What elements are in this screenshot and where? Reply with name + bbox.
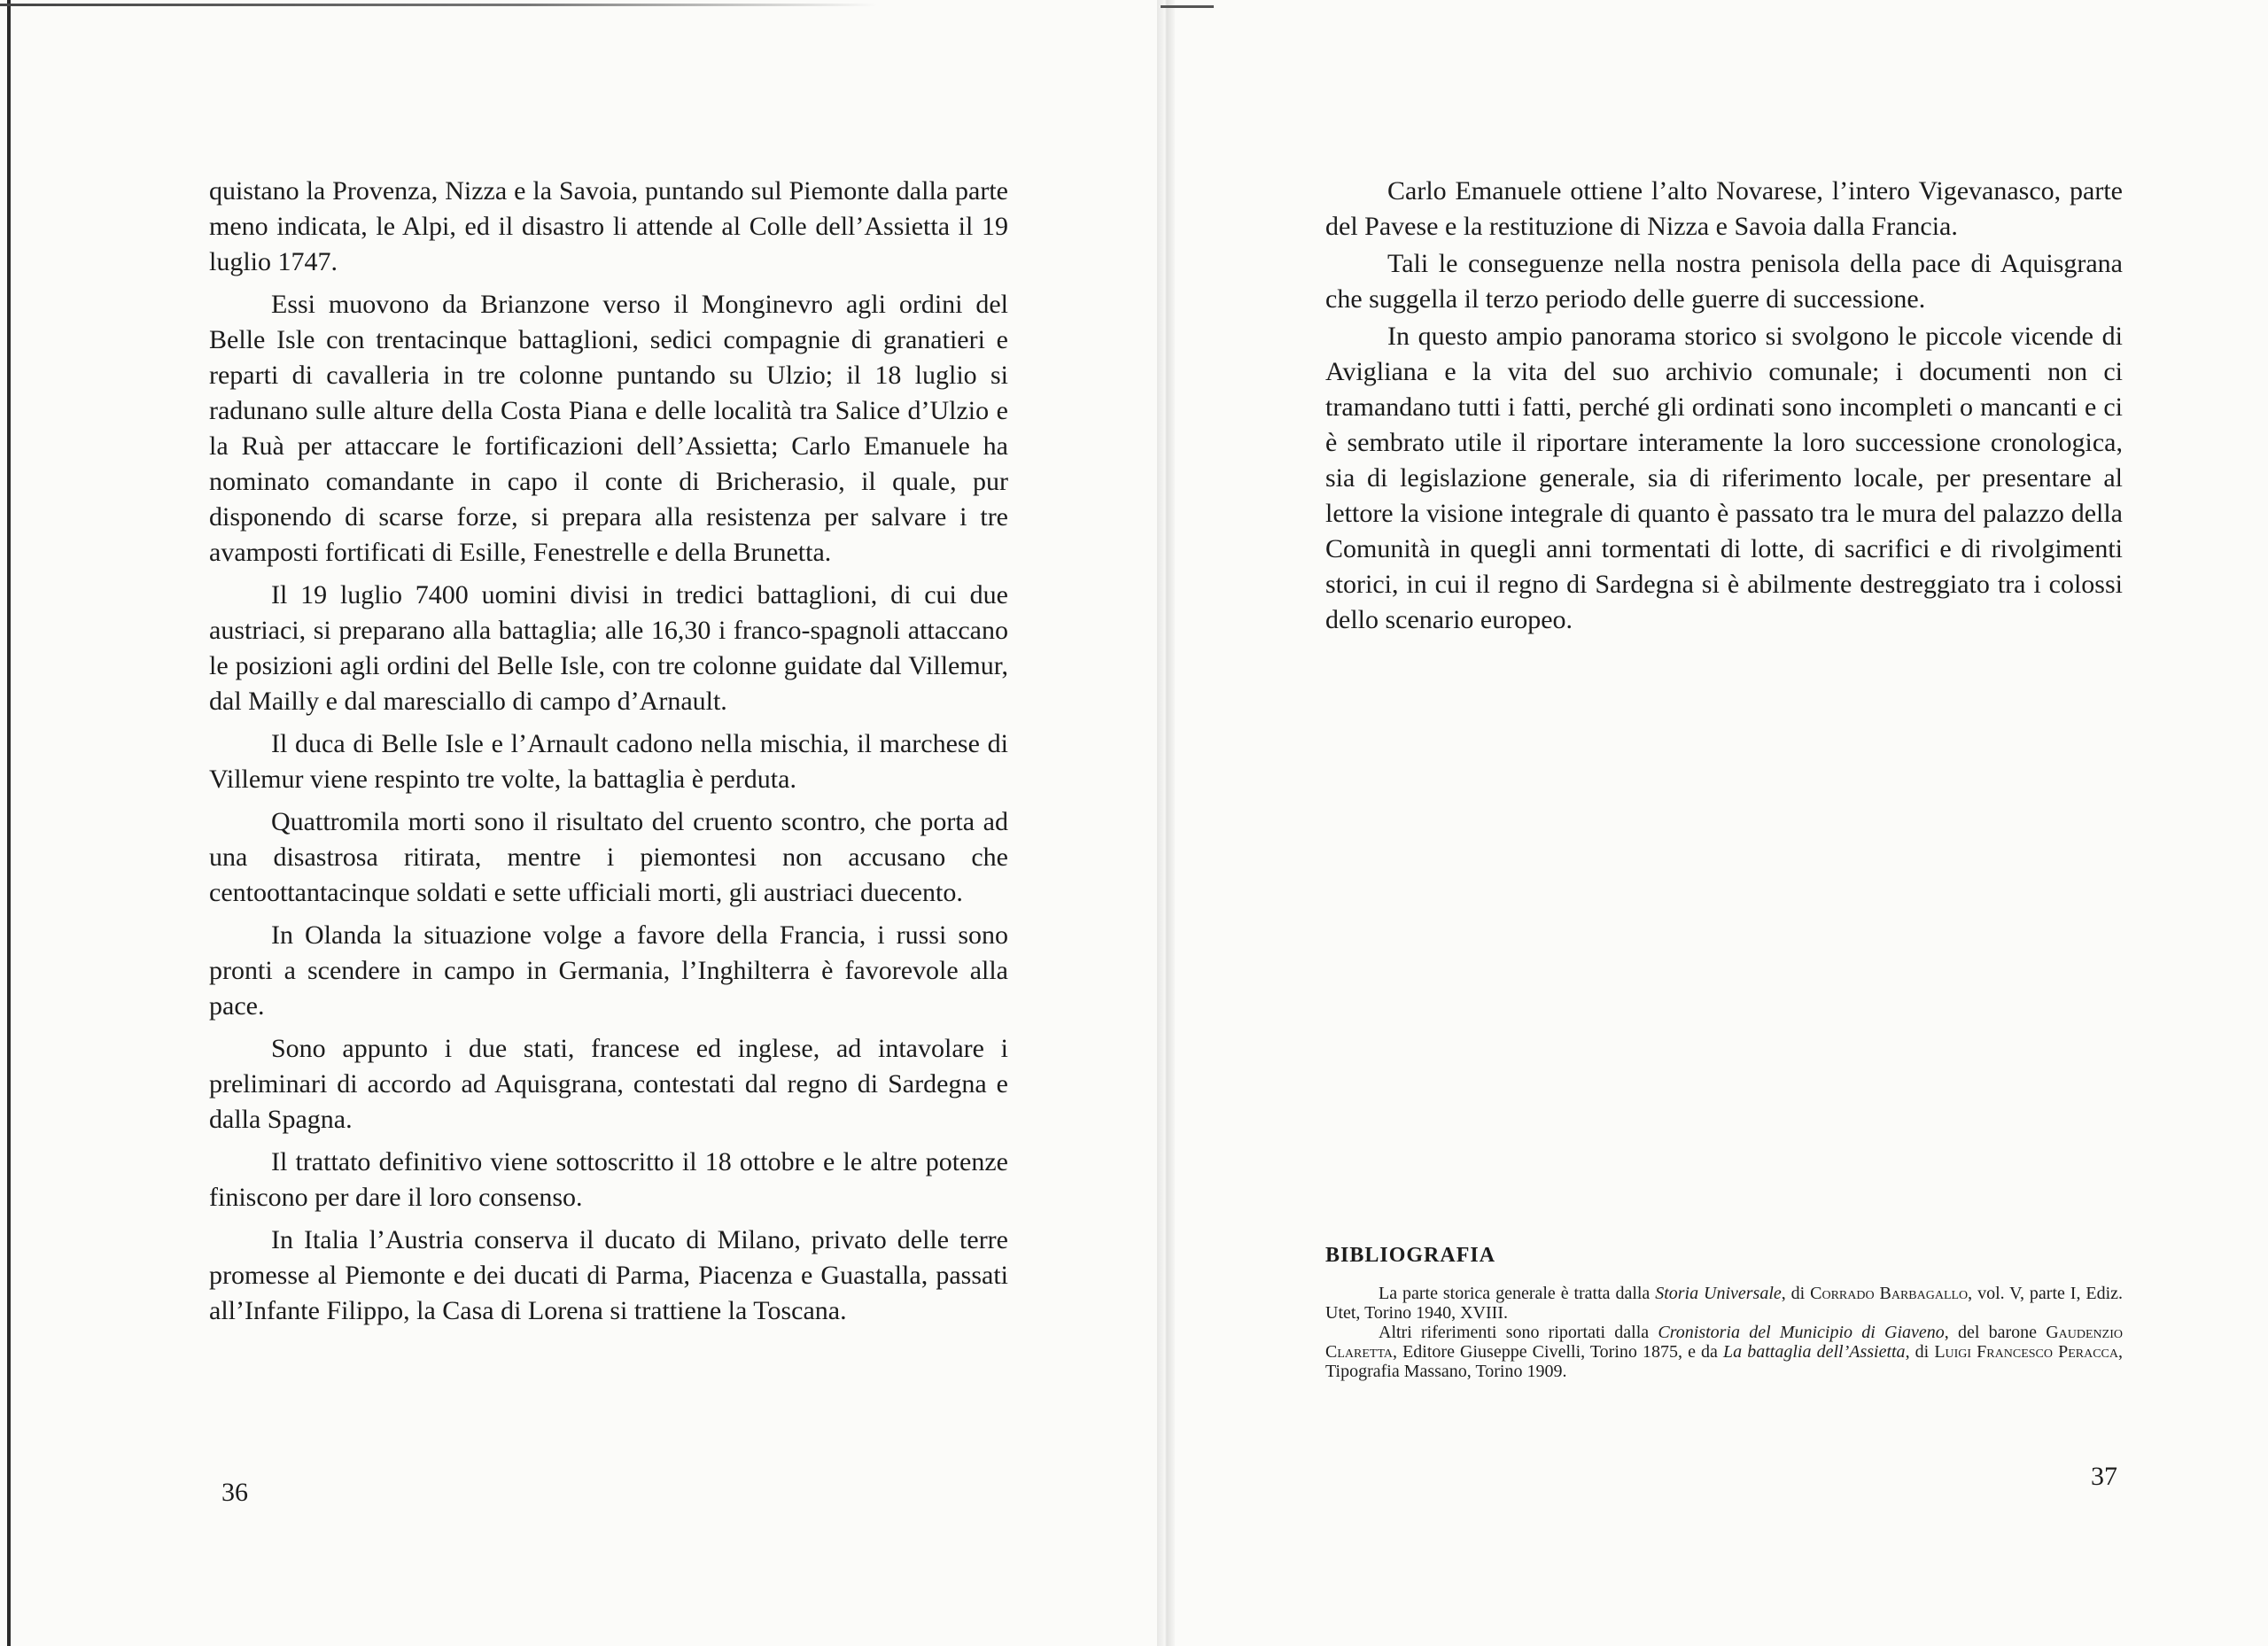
- bibliography-entry: Altri riferimenti sono riportati dalla Cronistoria del Municipio di Giaveno, del barone Gaudenzio Claretta, Editore Giuseppe Civelli, Torino 1875, e da La battaglia dell’Assietta, di Luigi Francesco Peracca, Tipografia Massano, Torino 1909.: [1325, 1323, 2123, 1381]
- page-number-left: 36: [221, 1478, 248, 1507]
- author-name: Gaudenzio Claretta: [1325, 1323, 2123, 1362]
- paragraph: Tali le conseguenze nella nostra penisola della pace di Aquisgrana che suggella il terzo periodo delle guerre di successione.: [1325, 249, 2123, 314]
- left-page-body: [209, 174, 1008, 1336]
- paragraph: Carlo Emanuele ottiene l’alto Novarese, l’intero Vigevanasco, parte del Pavese e la restituzione di Nizza e Savoia dalla Francia.: [1325, 176, 2123, 241]
- paragraph: In Olanda la situazione volge a favore della Francia, i russi sono pronti a scendere in campo in Germania, l’Inghilterra è favorevole alla pace.: [209, 920, 1008, 1021]
- top-edge-shadow: [0, 4, 877, 6]
- book-title: Storia Universale: [1655, 1284, 1782, 1303]
- paragraph: quistano la Provenza, Nizza e la Savoia, puntando sul Piemonte dalla parte meno indicata, le Alpi, ed il disastro li attende al Colle dell’Assietta il 19 luglio 1747.: [209, 176, 1008, 276]
- bibliography-entry: La parte storica generale è tratta dalla Storia Universale, di Corrado Barbagallo, vol. V, parte I, Ediz. Utet, Torino 1940, XVIII.: [1325, 1284, 2124, 1323]
- paragraph: Il 19 luglio 7400 uomini divisi in tredici battaglioni, di cui due austriaci, si preparano alla battaglia; alle 16,30 i franco-spagnoli attaccano le posizioni agli ordini del Belle Isle, con tre colonne guidate dal Villemur, dal Mailly e dal maresciallo di campo d’Arnault.: [209, 580, 1008, 716]
- bibliography-heading: BIBLIOGRAFIA: [1325, 1244, 1496, 1267]
- page-edge-shadow: [7, 0, 11, 1646]
- paragraph: Essi muovono da Brianzone verso il Monginevro agli ordini del Belle Isle con trentacinque battaglioni, sedici compagnie di granatieri e reparti di cavalleria in tre colonne puntando su Ulzio; il 18 luglio si radunano sulle alture della Costa Piana e delle località tra Salice d’Ulzio e la Ruà per attaccare le fortificazioni dell’Assietta; Carlo Emanuele ha nominato comandante in capo il conte di Bricherasio, il quale, pur disponendo di scarse forze, si prepara alla resistenza per salvare i tre avamposti fortificati di Esille, Fenestrelle e della Brunetta.: [209, 290, 1008, 567]
- author-name: Corrado Barbagallo: [1810, 1284, 1969, 1303]
- paragraph: Il trattato definitivo viene sottoscritto il 18 ottobre e le altre potenze finiscono per dare il loro consenso.: [209, 1147, 1008, 1212]
- author-name: Luigi Francesco Peracca: [1934, 1342, 2118, 1362]
- book-title: La battaglia dell’Assietta: [1723, 1342, 1906, 1362]
- right-page-body: [1325, 174, 2123, 640]
- book-gutter: [1157, 0, 1175, 1646]
- paragraph: In questo ampio panorama storico si svolgono le piccole vicende di Avigliana e la vita del suo archivio comunale; i documenti non ci tramandano tutti i fatti, perché gli ordinati sono incompleti o mancanti e ci è sembrato utile il riportare interamente la loro successione cronologica, sia di legislazione generale, sia di riferimento locale, per presentare al lettore la visione integrale di quanto è passato tra le mura del palazzo della Comunità in quegli anni tormentati di lotte, di sacrifici e di rivolgimenti storici, in cui il regno di Sardegna si è abilmente destreggiato tra i colossi dello scenario europeo.: [1325, 322, 2123, 634]
- paragraph: In Italia l’Austria conserva il ducato di Milano, privato delle terre promesse al Piemonte e dei ducati di Parma, Piacenza e Guastalla, passati all’Infante Filippo, la Casa di Lorena si trattiene la Toscana.: [209, 1225, 1008, 1325]
- paragraph: Il duca di Belle Isle e l’Arnault cadono nella mischia, il marchese di Villemur viene respinto tre volte, la battaglia è perduta.: [209, 729, 1008, 794]
- gutter-mark: [1161, 5, 1214, 8]
- bibliography-section: [1325, 1244, 2123, 1381]
- paragraph: Sono appunto i due stati, francese ed inglese, ad intavolare i preliminari di accordo ad Aquisgrana, contestati dal regno di Sardegna e dalla Spagna.: [209, 1034, 1008, 1134]
- paragraph: Quattromila morti sono il risultato del cruento scontro, che porta ad una disastrosa ritirata, mentre i piemontesi non accusano che centoottantacinque soldati e sette ufficiali morti, gli austriaci duecento.: [209, 807, 1008, 907]
- page-number-right: 37: [2091, 1462, 2117, 1491]
- book-title: Cronistoria del Municipio di Giaveno: [1658, 1323, 1945, 1342]
